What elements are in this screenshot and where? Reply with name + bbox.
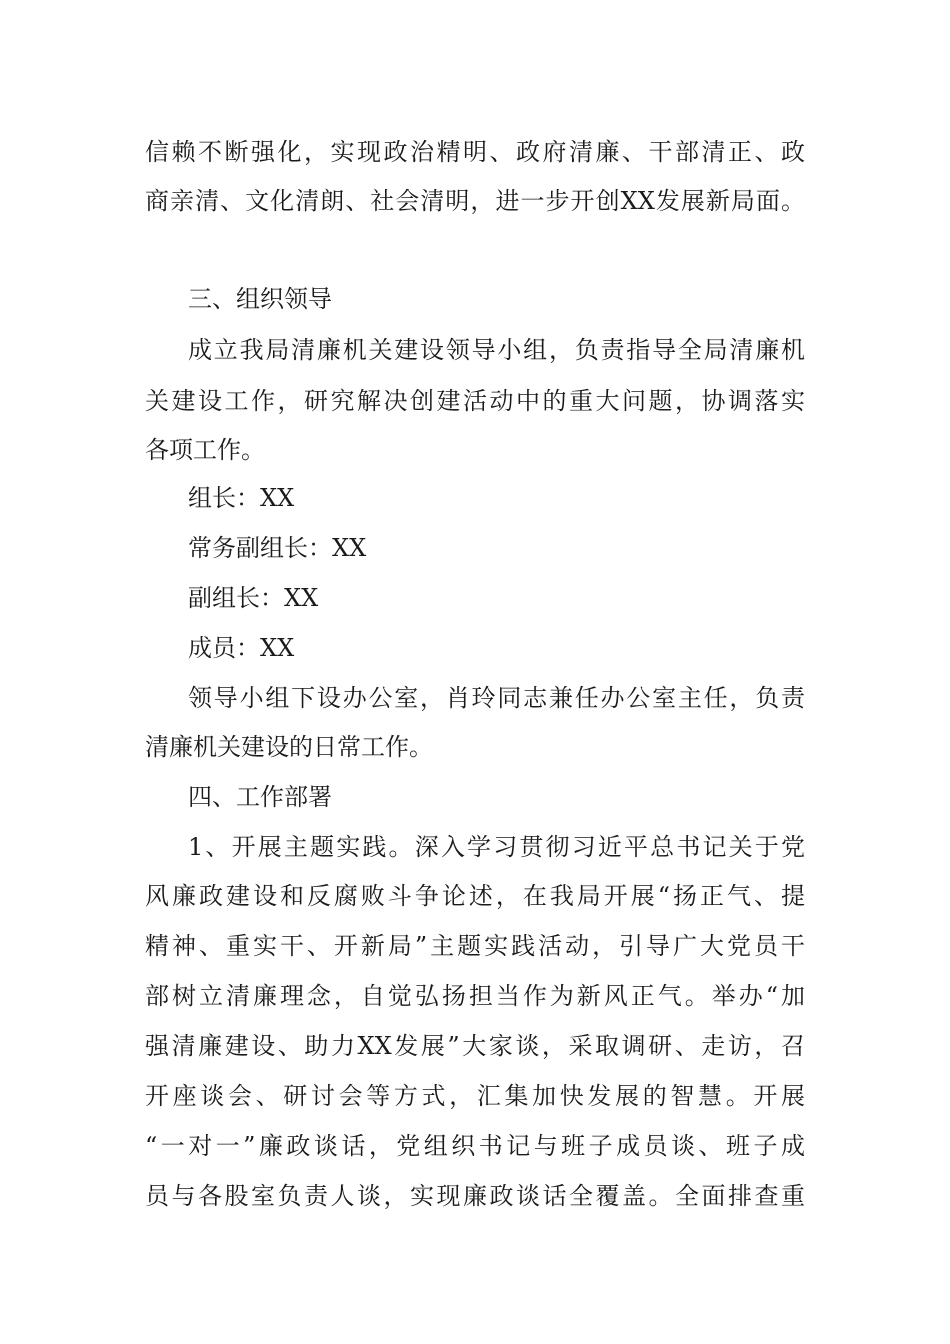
text-line: 部树立清廉理念，自觉弘扬担当作为新风正气。举办“加 (145, 982, 805, 1010)
text-line: 领导小组下设办公室，肖玲同志兼任办公室主任，负责 (188, 684, 805, 712)
text-line: 组长：XX (188, 484, 295, 512)
text-line: 清廉机关建设的日常工作。 (145, 733, 433, 761)
text-line: 员与各股室负责人谈，实现廉政谈话全覆盖。全面排查重 (145, 1182, 805, 1210)
text-line: 各项工作。 (145, 436, 265, 464)
text-line: 开座谈会、研讨会等方式，汇集加快发展的智慧。开展 (145, 1082, 805, 1110)
text-line: “一对一”廉政谈话，党组织书记与班子成员谈、班子成 (145, 1132, 805, 1160)
text-line: 风廉政建设和反腐败斗争论述，在我局开展“扬正气、提 (145, 882, 805, 910)
text-line: 成立我局清廉机关建设领导小组，负责指导全局清廉机 (188, 336, 805, 364)
text-line: 精神、重实干、开新局”主题实践活动，引导广大党员干 (145, 932, 805, 960)
text-line: 强清廉建设、助力XX发展”大家谈，采取调研、走访，召 (145, 1032, 805, 1060)
section-heading: 四、工作部署 (188, 783, 332, 811)
text-line: 常务副组长：XX (188, 534, 367, 562)
section-heading: 三、组织领导 (188, 285, 332, 313)
text-line: 关建设工作，研究解决创建活动中的重大问题，协调落实 (145, 387, 805, 415)
text-line: 副组长：XX (188, 584, 319, 612)
text-line: 1、开展主题实践。深入学习贯彻习近平总书记关于党 (188, 833, 805, 861)
text-line: 商亲清、文化清朗、社会清明，进一步开创XX发展新局面。 (145, 187, 805, 215)
text-line: 成员：XX (188, 634, 295, 662)
text-line: 信赖不断强化，实现政治精明、政府清廉、干部清正、政 (145, 138, 805, 166)
